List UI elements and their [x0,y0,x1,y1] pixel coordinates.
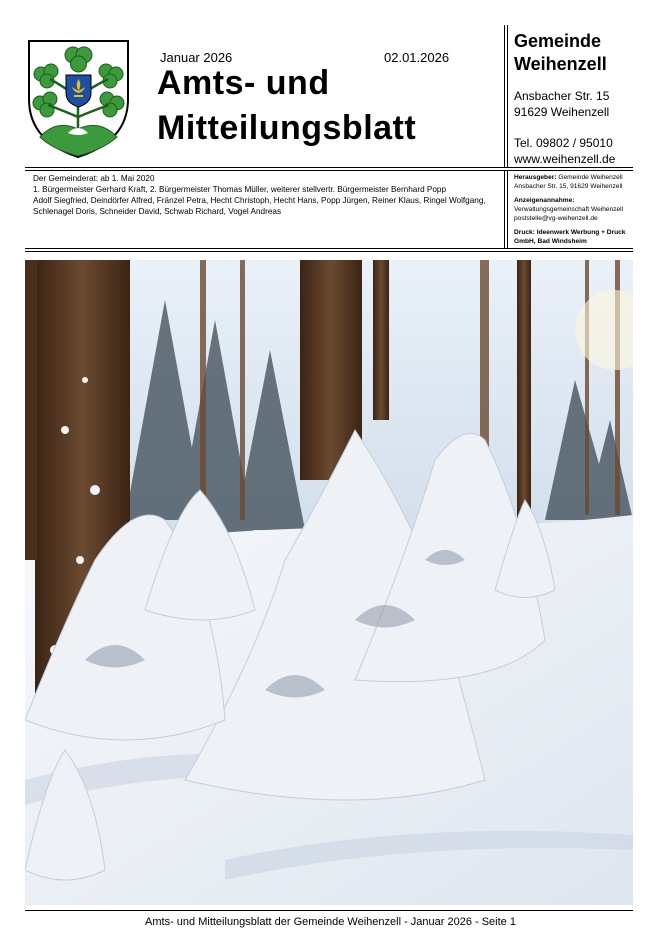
municipality-address [514,88,609,120]
city: 91629 Weihenzell [514,105,610,119]
council-mayors: 1. Bürgermeister Gerhard Kraft, 2. Bürgermeister Thomas Müller, weiterer stellvertr. Bürgermeister Bernhard Popp [33,185,447,194]
footer-rule [25,910,633,911]
ads-label: Anzeigenannahme: [514,197,575,204]
municipality-name-line1: Gemeinde [514,31,602,51]
publisher-line [514,174,623,183]
council-members-2: Schlenagel Doris, Schneider David, Schwab Richard, Vogel Andreas [33,207,282,216]
header-divider [507,25,508,167]
cover-photo-winter-forest [25,260,633,905]
header-rule [25,167,633,168]
coat-of-arms-icon [26,37,131,159]
council-members-1: Adolf Siegfried, Deindörfer Alfred, Fränzel Petra, Hecht Christoph, Hecht Hans, Popp Jürgen, Reiner Klaus, Ringel Wolfgang, [33,196,486,205]
header-divider [504,25,505,167]
masthead-title-line2: Mitteilungsblatt [157,109,417,147]
print-value: Ideenwerk Werbung + Druck [536,229,626,236]
publisher-address: Ansbacher Str. 15, 91629 Weihenzell [514,183,623,190]
street: Ansbacher Str. 15 [514,89,610,103]
info-divider [504,171,505,248]
municipality-name-line2: Weihenzell [514,54,607,74]
info-rule [25,251,633,252]
ads-org: Verwaltungsgemeinschaft Weihenzell [514,206,624,213]
municipality-name [514,30,607,76]
print-value-2: GmbH, Bad Windsheim [514,238,587,245]
print-line [514,229,625,238]
publisher-value: Gemeinde Weihenzell [558,174,623,181]
ads-email[interactable]: poststelle@vg-weihenzell.de [514,215,598,222]
info-rule [25,248,633,249]
website-link[interactable]: www.weihenzell.de [514,152,616,166]
council-heading: Der Gemeinderat: ab 1. Mai 2020 [33,174,155,183]
print-label: Druck: [514,229,535,236]
phone: Tel. 09802 / 95010 [514,136,613,150]
info-divider [507,171,508,248]
issue-month: Januar 2026 [160,50,233,65]
page-footer: Amts- und Mitteilungsblatt der Gemeinde Weihenzell - Januar 2026 - Seite 1 [145,916,516,928]
municipality-contact [514,135,615,167]
issue-date: 02.01.2026 [384,50,450,65]
masthead-title-line1: Amts- und [157,64,330,102]
publisher-label: Herausgeber: [514,174,557,181]
header-rule [25,170,633,171]
